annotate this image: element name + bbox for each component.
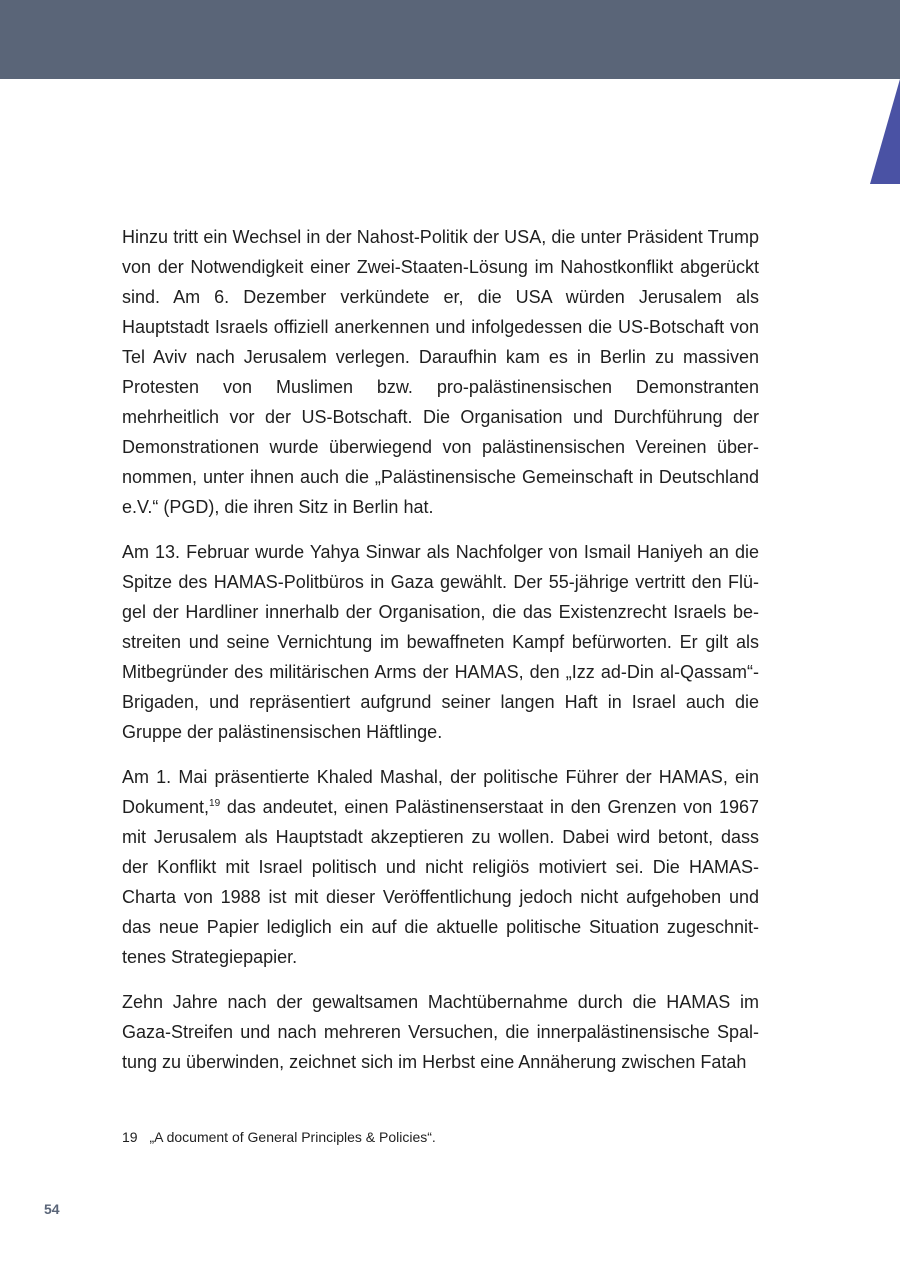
- paragraph-3: [122, 762, 759, 972]
- corner-accent-triangle: [870, 79, 900, 184]
- header-band: [0, 0, 900, 79]
- paragraph-3-text-after: das andeutet, einen Palästinenserstaat in den Grenzen von 1967 mit Jerusalem als Hauptstadt akzeptieren zu wollen. Dabei wird betont, dass der Konflikt mit Israel politisch und nicht religiös motiviert sei. Die HAMAS-Charta von 1988 ist mit dieser Veröffentlichung jedoch nicht aufgehoben und das neue Papier lediglich ein auf die aktuelle politische Situation zugeschnittenes Strategiepapier.: [122, 797, 759, 967]
- page-number: 54: [44, 1201, 60, 1217]
- paragraph-3-text-before: Am 1. Mai präsentierte Khaled Mashal, der politische Führer der HAMAS, ein Dokument,: [122, 767, 759, 817]
- paragraph-2: Am 13. Februar wurde Yahya Sinwar als Nachfolger von Ismail Haniyeh an die Spitze des HAMAS-Politbüros in Gaza gewählt. Der 55-jährige vertritt den Flügel der Hardliner innerhalb der Organisation, die das Existenzrecht Israels bestreiten und seine Vernichtung im bewaffneten Kampf befürworten. Er gilt als Mitbegründer des militärischen Arms der HAMAS, den „Izz ad-Din al-Qassam“-Brigaden, und repräsentiert aufgrund seiner langen Haft in Israel auch die Gruppe der palästinensischen Häftlinge.: [122, 542, 759, 742]
- footnote-number: 19: [122, 1129, 138, 1145]
- footnote: [122, 1127, 436, 1147]
- paragraph-4: Zehn Jahre nach der gewaltsamen Machtübernahme durch die HAMAS im Gaza-Streifen und nach mehreren Versuchen, die innerpalästinensische Spaltung zu überwinden, zeichnet sich im Herbst eine Annäherung zwischen Fatah: [122, 992, 759, 1072]
- accent-triangle-shape: [870, 79, 900, 184]
- footnote-text: „A document of General Principles & Policies“.: [149, 1129, 436, 1145]
- paragraph-1: Hinzu tritt ein Wechsel in der Nahost-Politik der USA, die unter Präsident Trump von der Notwendigkeit einer Zwei-Staaten-Lösung im Nahostkonflikt abgerückt sind. Am 6. Dezember verkündete er, die USA würden Jerusalem als Hauptstadt Israels offiziell anerkennen und infolgedessen die US-Botschaft von Tel Aviv nach Jerusalem verlegen. Daraufhin kam es in Berlin zu massiven Protesten von Muslimen bzw. pro-palästinensischen Demonstranten mehrheitlich vor der US-Botschaft. Die Organisation und Durchführung der Demonstrationen wurde überwiegend von palästinensischen Vereinen übernommen, unter ihnen auch die „Palästinensische Gemeinschaft in Deutschland e.V.“ (PGD), die ihren Sitz in Berlin hat.: [122, 227, 759, 517]
- main-content: [122, 222, 759, 1092]
- footnote-reference-19[interactable]: 19: [209, 798, 221, 809]
